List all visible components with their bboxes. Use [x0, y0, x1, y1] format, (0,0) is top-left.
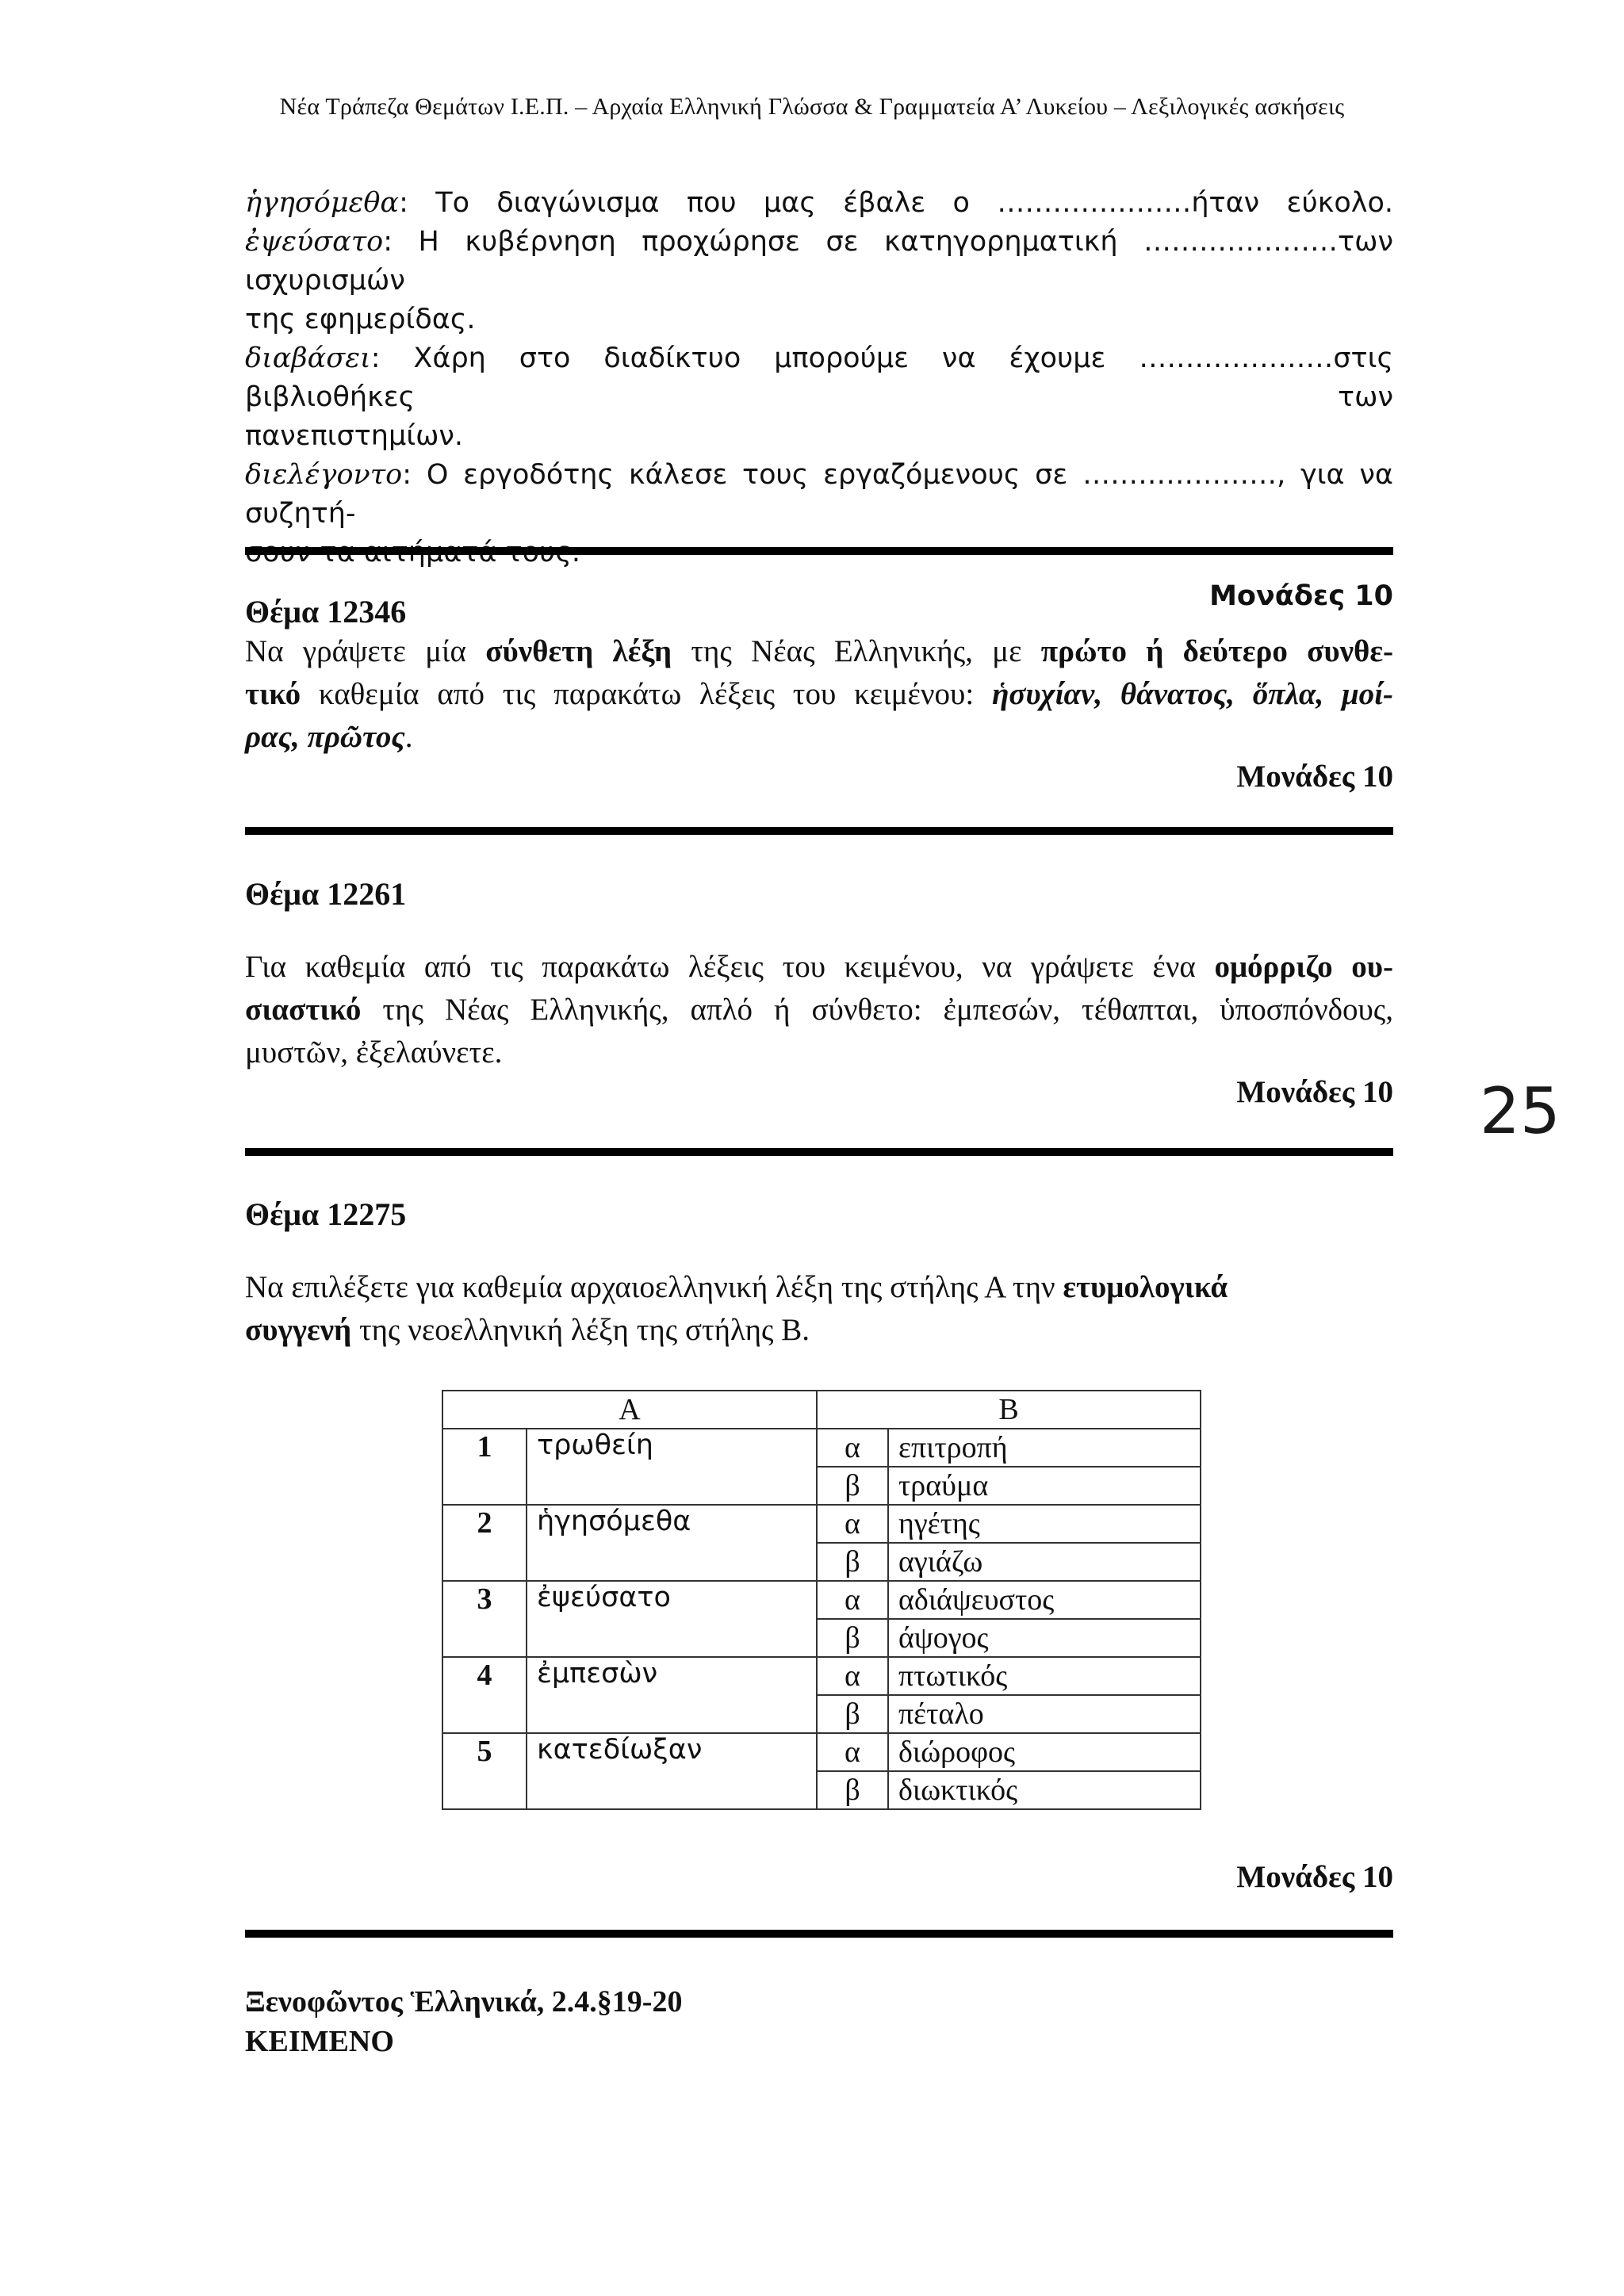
text: καθεμία από τις παρακάτω λέξεις του κειμένου: [301, 677, 992, 711]
text: της Νέας Ελληνικής, απλό ή σύνθετο: ἐμπεσών, τέθαπται, ὑποσπόνδους, [361, 993, 1393, 1027]
theme-text [245, 1266, 1393, 1352]
table-row [442, 1657, 1201, 1695]
text: . [404, 720, 413, 754]
theme-line [245, 716, 1393, 759]
theme-title: Θέμα 12346 [245, 594, 407, 629]
modern-word: αγιάζω [888, 1543, 1201, 1581]
option-letter: β [817, 1695, 888, 1733]
column-b-header: Β [817, 1391, 1201, 1429]
option-letter: α [817, 1429, 888, 1467]
exercise-text: : Το διαγώνισμα που μας έβαλε ο …………………ήταν εύκολο. [399, 187, 1393, 219]
emphasis: σιαστικό [245, 993, 362, 1027]
exercise-text: της εφημερίδας. [245, 304, 476, 335]
table-row [442, 1429, 1201, 1467]
exercise-line-3 [245, 300, 1393, 339]
theme-text [245, 630, 1393, 759]
text: μυστῶν, ἐξελαύνετε. [245, 1035, 503, 1070]
exercise-line-4 [245, 339, 1393, 417]
column-a-header: Α [442, 1391, 817, 1429]
row-number: 5 [442, 1733, 527, 1809]
emphasis: τικό [245, 677, 301, 711]
section-divider [245, 827, 1393, 835]
theme-title: Θέμα 12275 [245, 1196, 407, 1232]
modern-word: διωκτικός [888, 1771, 1201, 1809]
source-reference [245, 1982, 682, 2061]
modern-word: πτωτικός [888, 1657, 1201, 1695]
theme-12346 [245, 593, 1393, 794]
exercise-line-1 [245, 184, 1393, 223]
section-divider [245, 1148, 1393, 1156]
page-number: 25 [1480, 1074, 1561, 1148]
modern-word: πέταλο [888, 1695, 1201, 1733]
option-letter: α [817, 1581, 888, 1619]
modern-word: άψογος [888, 1619, 1201, 1657]
ancient-word: κατεδίωξαν [527, 1733, 817, 1809]
row-number: 1 [442, 1429, 527, 1505]
option-letter: β [817, 1619, 888, 1657]
theme-line [245, 1309, 1393, 1352]
table-row [442, 1733, 1201, 1771]
row-number: 3 [442, 1581, 527, 1657]
text: Για καθεμία από τις παρακάτω λέξεις του κειμένου, να γράψετε ένα [245, 950, 1215, 984]
text: της Νέας Ελληνικής, με [672, 634, 1041, 668]
exercise-text: πανεπιστημίων. [245, 420, 464, 452]
exercise-text: : Ο εργοδότης κάλεσε τους εργαζόμενους σε …………………, για να συζητή- [245, 459, 1393, 530]
exercise-line-6 [245, 456, 1393, 534]
emphasis: ετυμολογικά [1063, 1270, 1228, 1304]
table-header-row [442, 1391, 1201, 1429]
source-citation: Ξενοφῶντος Ἑλληνικά, 2.4.§19-20 [245, 1985, 683, 2019]
ancient-word: ἡγησόμεθα [527, 1505, 817, 1581]
text: Να επιλέξετε για καθεμία αρχαιοελληνική λέξη της στήλης Α την [245, 1270, 1063, 1304]
units-label: Μονάδες 10 [1209, 580, 1393, 612]
modern-word: αδιάψευστος [888, 1581, 1201, 1619]
theme-12275 [245, 1196, 1393, 1352]
section-divider [245, 1930, 1393, 1938]
ancient-word: διαβάσει [245, 342, 371, 374]
exercise-line-5 [245, 417, 1393, 456]
text: της νεοελληνική λέξη της στήλης Β. [351, 1313, 810, 1347]
table-row [442, 1505, 1201, 1543]
table-row [442, 1581, 1201, 1619]
option-letter: β [817, 1543, 888, 1581]
theme-line [245, 673, 1393, 716]
row-number: 2 [442, 1505, 527, 1581]
emphasis: σύνθετη λέξη [485, 634, 672, 668]
row-number: 4 [442, 1657, 527, 1733]
theme-line [245, 946, 1393, 989]
option-letter: α [817, 1733, 888, 1771]
modern-word: επιτροπή [888, 1429, 1201, 1467]
ancient-word: ἐμπεσὼν [527, 1657, 817, 1733]
text-heading: ΚΕΙΜΕΝΟ [245, 2025, 394, 2058]
ancient-words: ρας, πρῶτος [245, 720, 405, 754]
option-letter: β [817, 1771, 888, 1809]
section-divider [245, 547, 1393, 555]
exercise-text: : Χάρη στο διαδίκτυο μπορούμε να έχουμε …………………στις βιβλιοθήκες των [245, 342, 1393, 413]
ancient-word: ἐψεύσατο [527, 1581, 817, 1657]
ancient-word: ἐψεύσατο [245, 226, 384, 258]
text: Να γράψετε μία [245, 634, 486, 668]
theme-title: Θέμα 12261 [245, 876, 407, 912]
option-letter: α [817, 1657, 888, 1695]
theme-line [245, 1031, 1393, 1074]
units-label: Μονάδες 10 [1236, 760, 1393, 794]
exercise-text: : Η κυβέρνηση προχώρησε σε κατηγορηματική …………………των ισχυρισμών [245, 226, 1393, 297]
emphasis: ομόρριζο ου- [1214, 950, 1393, 984]
exercise-line-2 [245, 223, 1393, 300]
page-header: Νέα Τράπεζα Θεμάτων Ι.Ε.Π. – Αρχαία Ελληνική Γλώσσα & Γραμματεία Α’ Λυκείου – Λεξιλογικές ασκήσεις [279, 94, 1345, 120]
emphasis: συγγενή [245, 1313, 352, 1347]
theme-line [245, 1266, 1393, 1309]
theme-line [245, 630, 1393, 673]
ancient-word: τρωθείη [527, 1429, 817, 1505]
ancient-word: ἡγησόμεθα [245, 187, 400, 219]
option-letter: β [817, 1467, 888, 1505]
modern-word: ηγέτης [888, 1505, 1201, 1543]
theme-text [245, 946, 1393, 1074]
units-label: Μονάδες 10 [1236, 1075, 1393, 1109]
ancient-words: ἡσυχίαν, θάνατος, ὅπλα, μοί- [991, 677, 1394, 711]
matching-table [442, 1390, 1201, 1810]
theme-line [245, 989, 1393, 1031]
ancient-word: διελέγοντο [245, 459, 403, 491]
modern-word: διώροφος [888, 1733, 1201, 1771]
option-letter: α [817, 1505, 888, 1543]
theme-12261 [245, 875, 1393, 1110]
units-label: Μονάδες 10 [1236, 1860, 1393, 1894]
modern-word: τραύμα [888, 1467, 1201, 1505]
emphasis: πρώτο ή δεύτερο συνθε- [1040, 634, 1394, 668]
